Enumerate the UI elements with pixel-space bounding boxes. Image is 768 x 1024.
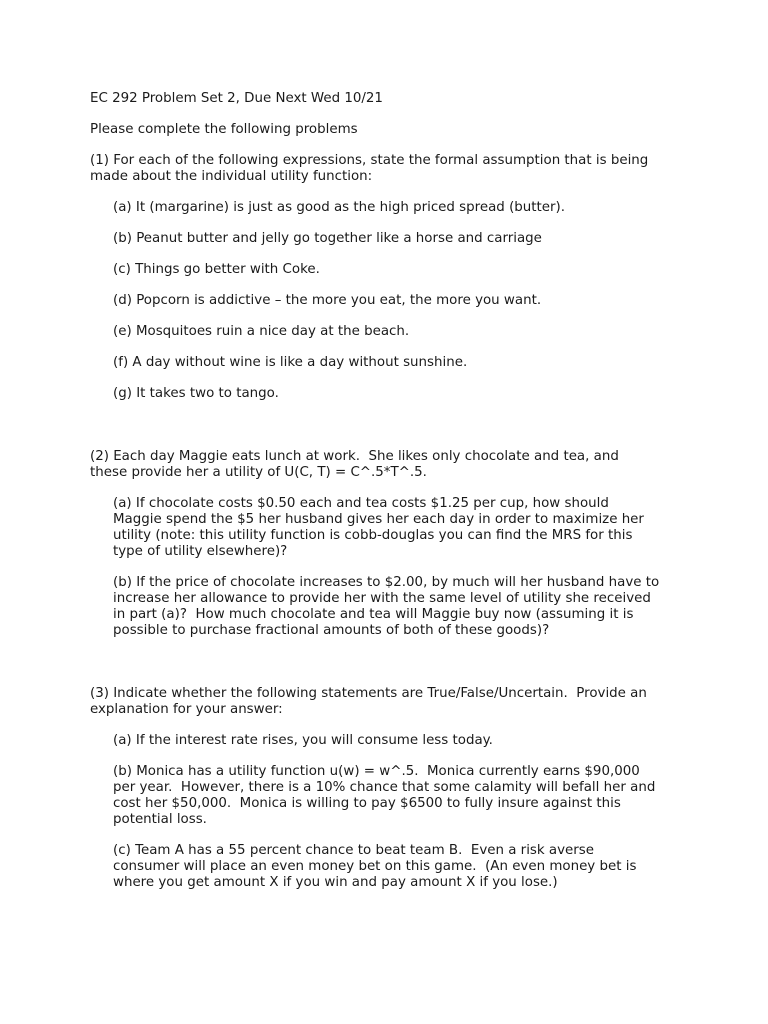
problem3-part-b-line: potential loss. [113, 812, 207, 827]
problem2-part-b-line: possible to purchase fractional amounts of both of these goods)? [113, 623, 550, 638]
problem3-part-c-line: (c) Team A has a 55 percent chance to beat team B. Even a risk averse [113, 843, 594, 858]
problem3-part-c-line: consumer will place an even money bet on this game. (An even money bet is [113, 859, 637, 874]
problem3-part-c-line: where you get amount X if you win and pay amount X if you lose.) [113, 875, 558, 890]
problem1-prompt-line: made about the individual utility function: [90, 169, 373, 184]
problem2-part-a-line: type of utility elsewhere)? [113, 544, 288, 559]
problem2-part-a-line: (a) If chocolate costs $0.50 each and tea costs $1.25 per cup, how should [113, 496, 609, 511]
problem2-prompt-line: (2) Each day Maggie eats lunch at work. She likes only chocolate and tea, and [90, 449, 619, 464]
problem3-part-b-line: cost her $50,000. Monica is willing to pay $6500 to fully insure against this [113, 796, 621, 811]
instructions-text: Please complete the following problems [90, 122, 358, 137]
problem3-prompt-line: explanation for your answer: [90, 702, 283, 717]
problem3-prompt-line: (3) Indicate whether the following statements are True/False/Uncertain. Provide an [90, 686, 647, 701]
problem2-part-a-line: utility (note: this utility function is cobb-douglas you can find the MRS for this [113, 528, 633, 543]
problem2-part-b-line: (b) If the price of chocolate increases to $2.00, by much will her husband have to [113, 575, 660, 590]
problem2-part-b-line: increase her allowance to provide her with the same level of utility she received [113, 591, 651, 606]
problem1-part-b: (b) Peanut butter and jelly go together like a horse and carriage [113, 231, 542, 246]
problem1-prompt-line: (1) For each of the following expressions, state the formal assumption that is being [90, 153, 649, 168]
problem2-part-b-line: in part (a)? How much chocolate and tea will Maggie buy now (assuming it is [113, 607, 634, 622]
problem3-part-a: (a) If the interest rate rises, you will consume less today. [113, 733, 493, 748]
problem1-part-d: (d) Popcorn is addictive – the more you eat, the more you want. [113, 293, 542, 308]
problem1-part-c: (c) Things go better with Coke. [113, 262, 320, 277]
problem1-part-f: (f) A day without wine is like a day without sunshine. [113, 355, 468, 370]
problem3-part-b-line: (b) Monica has a utility function u(w) = w^.5. Monica currently earns $90,000 [113, 764, 640, 779]
problem1-part-e: (e) Mosquitoes ruin a nice day at the beach. [113, 324, 410, 339]
problem2-prompt-line: these provide her a utility of U(C, T) = C^.5*T^.5. [90, 465, 427, 480]
problem1-part-a: (a) It (margarine) is just as good as the high priced spread (butter). [113, 200, 565, 215]
problem2-part-a-line: Maggie spend the $5 her husband gives her each day in order to maximize her [113, 512, 644, 527]
problem3-part-b-line: per year. However, there is a 10% chance that some calamity will befall her and [113, 780, 656, 795]
problem1-part-g: (g) It takes two to tango. [113, 386, 279, 401]
document-title: EC 292 Problem Set 2, Due Next Wed 10/21 [90, 91, 383, 106]
